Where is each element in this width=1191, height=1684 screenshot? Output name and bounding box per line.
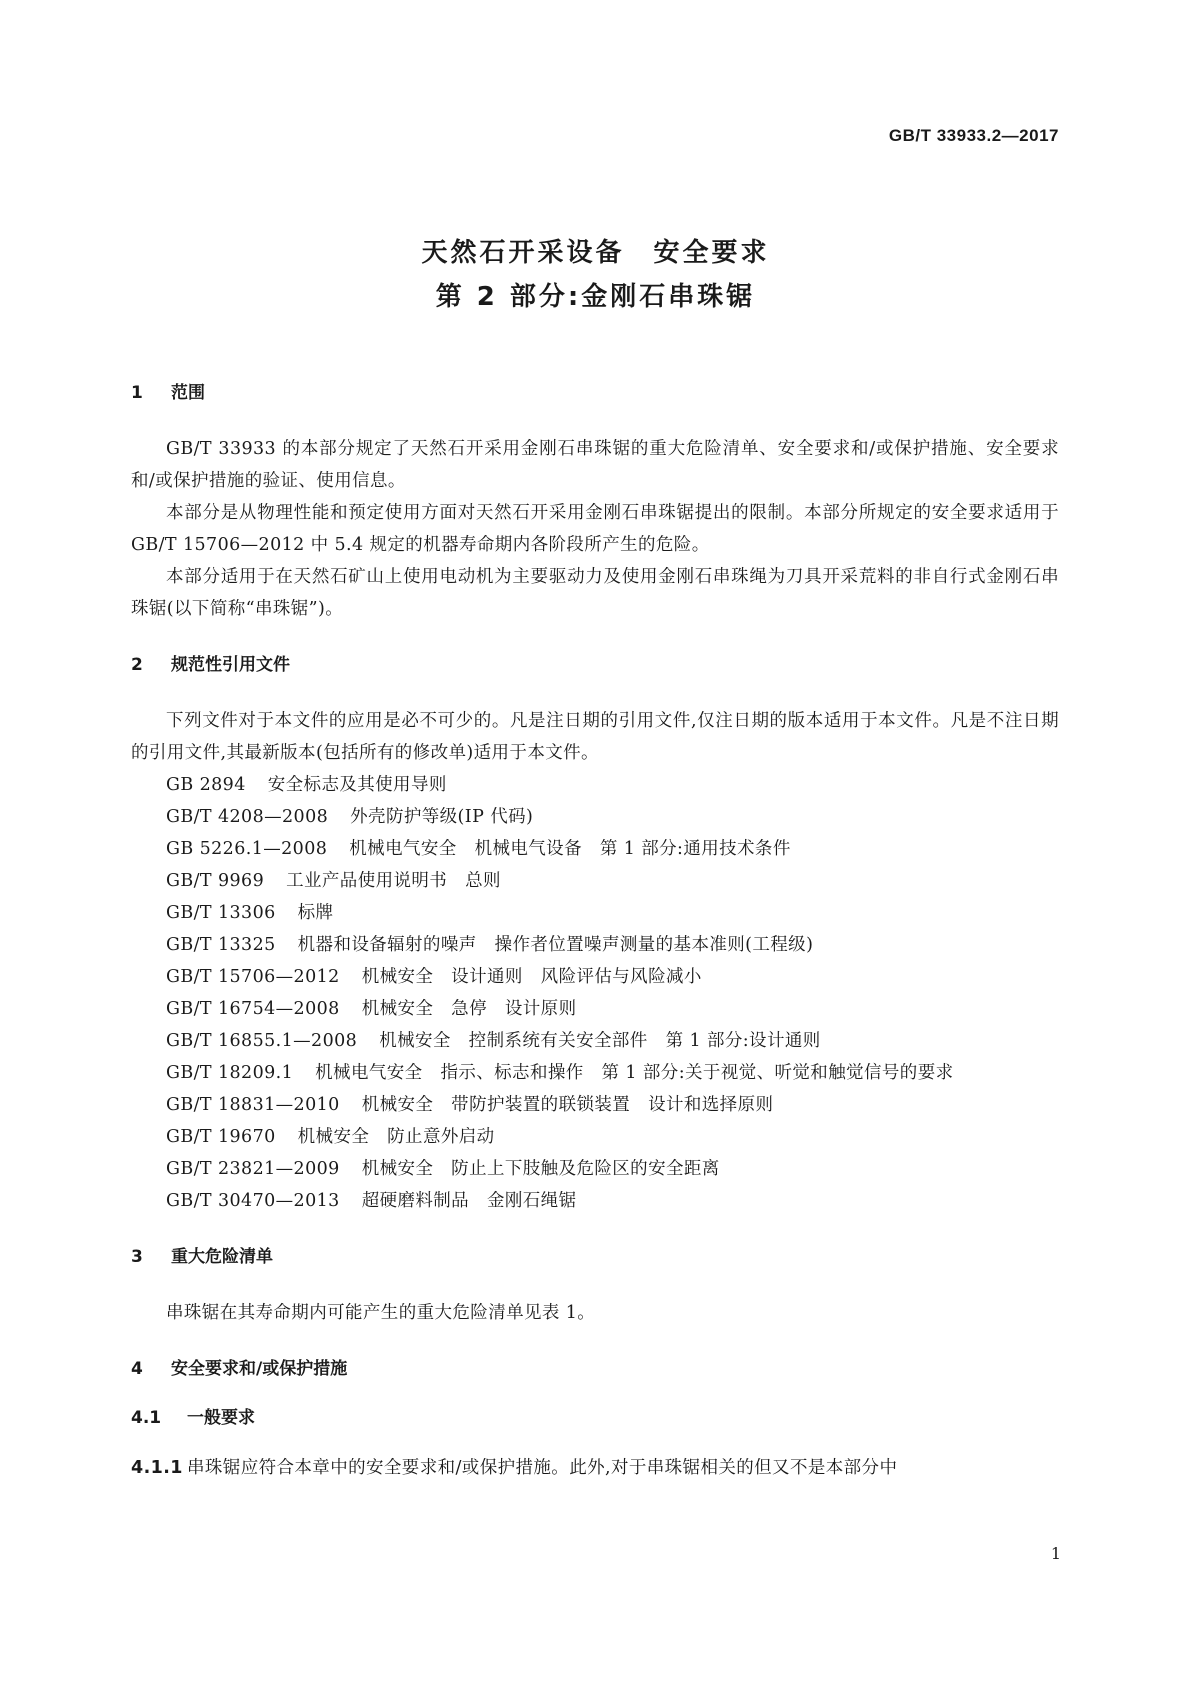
section-number: 3: [131, 1247, 143, 1267]
paragraph: 串珠锯在其寿命期内可能产生的重大危险清单见表 1。: [166, 1303, 596, 1323]
reference-code: GB/T 18831—2010: [166, 1095, 340, 1115]
subsection-number: 4.1: [131, 1408, 162, 1428]
reference-item: [131, 993, 1059, 1025]
reference-title: 安全标志及其使用导则: [267, 775, 447, 795]
paragraph: 本部分是从物理性能和预定使用方面对天然石开采用金刚石串珠锯提出的限制。本部分所规定的安全要求适用于 GB/T 15706—2012 中 5.4 规定的机器寿命期内各阶段所产生的危险。: [131, 503, 1059, 555]
reference-title: 机械电气安全 指示、标志和操作 第 1 部分:关于视觉、听觉和触觉信号的要求: [315, 1063, 954, 1083]
reference-code: GB/T 9969: [166, 871, 265, 891]
section-number: 1: [131, 383, 143, 403]
reference-code: GB/T 13306: [166, 903, 276, 923]
reference-code: GB/T 30470—2013: [166, 1191, 340, 1211]
section-heading-normative-references: [131, 650, 1059, 675]
section-number: 4: [131, 1359, 143, 1379]
reference-code: GB 5226.1—2008: [166, 839, 328, 859]
reference-item: [131, 897, 1059, 929]
subsection-title: 一般要求: [187, 1408, 255, 1428]
reference-title: 机械电气安全 机械电气设备 第 1 部分:通用技术条件: [349, 839, 791, 859]
reference-item: [131, 929, 1059, 961]
paragraph: 本部分适用于在天然石矿山上使用电动机为主要驱动力及使用金刚石串珠绳为刀具开采荒料的非自行式金刚石串珠锯(以下简称“串珠锯”)。: [131, 567, 1059, 619]
reference-item: [131, 801, 1059, 833]
reference-title: 机械安全 防止意外启动: [297, 1127, 495, 1147]
section-heading-scope: [131, 378, 1059, 403]
reference-item: [131, 1153, 1059, 1185]
reference-title: 工业产品使用说明书 总则: [286, 871, 501, 891]
section-title: 安全要求和/或保护措施: [171, 1359, 348, 1379]
clause-text: 串珠锯应符合本章中的安全要求和/或保护措施。此外,对于串珠锯相关的但又不是本部分中: [187, 1458, 898, 1478]
reference-title: 外壳防护等级(IP 代码): [350, 807, 534, 827]
reference-code: GB/T 18209.1: [166, 1063, 294, 1083]
reference-item: [131, 1057, 1059, 1089]
page-number: 1: [1050, 1544, 1061, 1563]
paragraph: GB/T 33933 的本部分规定了天然石开采用金刚石串珠锯的重大危险清单、安全要求和/或保护措施、安全要求和/或保护措施的验证、使用信息。: [131, 439, 1059, 491]
reference-title: 机械安全 急停 设计原则: [361, 999, 577, 1019]
section-number: 2: [131, 655, 143, 675]
reference-title: 标牌: [297, 903, 334, 923]
reference-item: [131, 1025, 1059, 1057]
reference-title: 机械安全 防止上下肢触及危险区的安全距离: [361, 1159, 720, 1179]
reference-code: GB 2894: [166, 775, 246, 795]
reference-item: [131, 1185, 1059, 1217]
reference-code: GB/T 16754—2008: [166, 999, 340, 1019]
reference-list: [131, 769, 1059, 1217]
reference-title: 机械安全 控制系统有关安全部件 第 1 部分:设计通则: [379, 1031, 821, 1051]
clause: [131, 1452, 1059, 1484]
reference-code: GB/T 23821—2009: [166, 1159, 340, 1179]
section-heading-hazards: [131, 1242, 1059, 1267]
reference-code: GB/T 13325: [166, 935, 276, 955]
paragraph: 下列文件对于本文件的应用是必不可少的。凡是注日期的引用文件,仅注日期的版本适用于本文件。凡是不注日期的引用文件,其最新版本(包括所有的修改单)适用于本文件。: [131, 711, 1059, 763]
reference-title: 机械安全 设计通则 风险评估与风险减小: [361, 967, 702, 987]
document-code: GB/T 33933.2—2017: [888, 126, 1059, 145]
subsection-heading-general: [131, 1403, 1059, 1428]
section-heading-safety-requirements: [131, 1354, 1059, 1379]
reference-code: GB/T 19670: [166, 1127, 276, 1147]
document-body: [131, 378, 1059, 1484]
document-title: 天然石开采设备 安全要求: [421, 238, 770, 268]
reference-item: [131, 1121, 1059, 1153]
reference-title: 机器和设备辐射的噪声 操作者位置噪声测量的基本准则(工程级): [297, 935, 814, 955]
section-title: 重大危险清单: [171, 1247, 273, 1267]
reference-code: GB/T 4208—2008: [166, 807, 329, 827]
section-title: 规范性引用文件: [171, 655, 290, 675]
reference-code: GB/T 16855.1—2008: [166, 1031, 358, 1051]
reference-item: [131, 865, 1059, 897]
document-subtitle: 第 2 部分:金刚石串珠锯: [435, 282, 756, 312]
reference-code: GB/T 15706—2012: [166, 967, 340, 987]
reference-title: 超硬磨料制品 金刚石绳锯: [361, 1191, 577, 1211]
reference-item: [131, 1089, 1059, 1121]
clause-number: 4.1.1: [131, 1458, 183, 1478]
reference-item: [131, 961, 1059, 993]
reference-title: 机械安全 带防护装置的联锁装置 设计和选择原则: [361, 1095, 774, 1115]
reference-item: [131, 769, 1059, 801]
reference-item: [131, 833, 1059, 865]
section-title: 范围: [171, 383, 205, 403]
